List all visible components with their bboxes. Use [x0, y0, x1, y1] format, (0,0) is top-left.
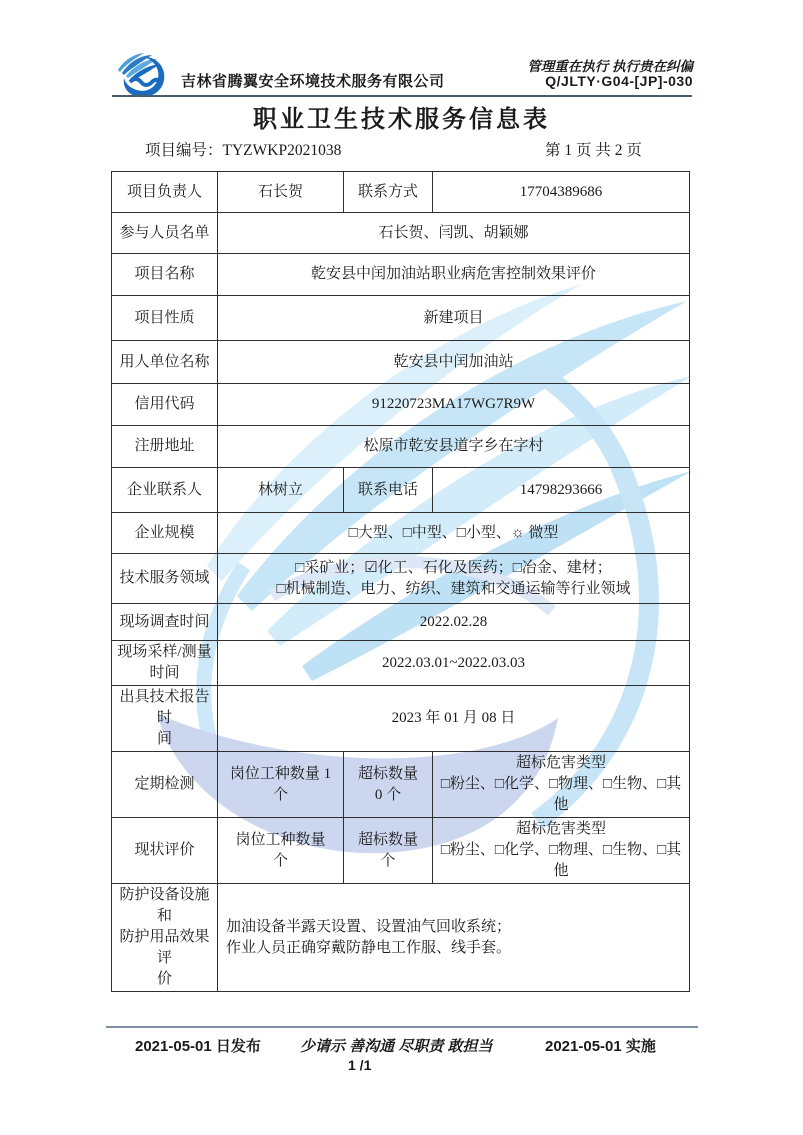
table-row — [112, 686, 690, 752]
value-cell: 乾安县中闰加油站 — [218, 341, 690, 384]
value-cell: 石长贺、闫凯、胡颖娜 — [218, 213, 690, 254]
table-row — [112, 341, 690, 384]
value-cell: □大型、□中型、□小型、☼ 微型 — [218, 513, 690, 554]
value-cell: 加油设备半露天设置、设置油气回收系统； 作业人员正确穿戴防静电工作服、线手套。 — [218, 884, 690, 992]
row-label-cell: 项目名称 — [112, 254, 218, 296]
row-label-cell: 出具技术报告时 间 — [112, 686, 218, 752]
row-label-cell: 现场采样/测量 时间 — [112, 641, 218, 686]
table-row — [112, 384, 690, 426]
table-row — [112, 213, 690, 254]
table-row — [112, 818, 690, 884]
value-cell: 超标危害类型 □粉尘、□化学、□物理、□生物、□其他 — [433, 818, 690, 884]
header-rule — [112, 95, 692, 97]
value-cell: 联系方式 — [344, 172, 433, 213]
value-cell: 超标危害类型 □粉尘、□化学、□物理、□生物、□其他 — [433, 752, 690, 818]
value-cell: 新建项目 — [218, 296, 690, 341]
document-code: Q/JLTY·G04-[JP]-030 — [545, 73, 693, 89]
value-cell: 2022.02.28 — [218, 604, 690, 641]
row-label-cell: 用人单位名称 — [112, 341, 218, 384]
value-cell: □采矿业；☑化工、石化及医药；□冶金、建材； □机械制造、电力、纺织、建筑和交通运输等行业领域 — [218, 554, 690, 604]
table-row — [112, 254, 690, 296]
table-row — [112, 752, 690, 818]
table-row — [112, 468, 690, 513]
row-label-cell: 定期检测 — [112, 752, 218, 818]
project-number — [145, 138, 341, 160]
page-indicator: 第 1 页 共 2 页 — [545, 142, 642, 159]
value-cell: 联系电话 — [344, 468, 433, 513]
footer-rule — [106, 1026, 698, 1028]
footer-slogan: 少请示 善沟通 尽职责 敢担当 — [300, 1038, 493, 1055]
row-label-cell: 防护设备设施和 防护用品效果评 价 — [112, 884, 218, 992]
value-cell: 石长贺 — [218, 172, 344, 213]
footer-page-number: 1 /1 — [348, 1057, 372, 1073]
company-name: 吉林省腾翼安全环境技术服务有限公司 — [181, 73, 445, 90]
value-cell: 超标数量 个 — [344, 818, 433, 884]
row-label-cell: 参与人员名单 — [112, 213, 218, 254]
value-cell: 17704389686 — [433, 172, 690, 213]
company-logo-icon — [114, 52, 172, 98]
table-row — [112, 513, 690, 554]
row-label-cell: 注册地址 — [112, 426, 218, 468]
table-row — [112, 884, 690, 992]
row-label-cell: 企业规模 — [112, 513, 218, 554]
value-cell: 14798293666 — [433, 468, 690, 513]
info-table-body — [112, 172, 690, 992]
project-number-value: TYZWKP2021038 — [222, 142, 342, 159]
table-row — [112, 604, 690, 641]
value-cell: 2022.03.01~2022.03.03 — [218, 641, 690, 686]
table-row — [112, 172, 690, 213]
header-slogan: 管理重在执行 执行贵在纠偏 — [527, 59, 693, 74]
row-label-cell: 项目性质 — [112, 296, 218, 341]
table-row — [112, 426, 690, 468]
value-cell: 乾安县中闰加油站职业病危害控制效果评价 — [218, 254, 690, 296]
value-cell: 91220723MA17WG7R9W — [218, 384, 690, 426]
value-cell: 松原市乾安县道字乡在字村 — [218, 426, 690, 468]
info-table — [111, 171, 690, 992]
row-label-cell: 现状评价 — [112, 818, 218, 884]
value-cell: 2023 年 01 月 08 日 — [218, 686, 690, 752]
value-cell: 岗位工种数量 个 — [218, 818, 344, 884]
project-number-label: 项目编号： — [145, 142, 223, 159]
value-cell: 岗位工种数量 1 个 — [218, 752, 344, 818]
table-row — [112, 641, 690, 686]
row-label-cell: 现场调查时间 — [112, 604, 218, 641]
page-title: 职业卫生技术服务信息表 — [253, 106, 550, 133]
value-cell: 超标数量 0 个 — [344, 752, 433, 818]
row-label-cell: 信用代码 — [112, 384, 218, 426]
footer-implement-date: 2021-05-01 实施 — [545, 1038, 656, 1055]
row-label-cell: 技术服务领域 — [112, 554, 218, 604]
table-row — [112, 296, 690, 341]
row-label-cell: 项目负责人 — [112, 172, 218, 213]
table-row — [112, 554, 690, 604]
value-cell: 林树立 — [218, 468, 344, 513]
row-label-cell: 企业联系人 — [112, 468, 218, 513]
footer-release-date: 2021-05-01 日发布 — [135, 1038, 261, 1055]
